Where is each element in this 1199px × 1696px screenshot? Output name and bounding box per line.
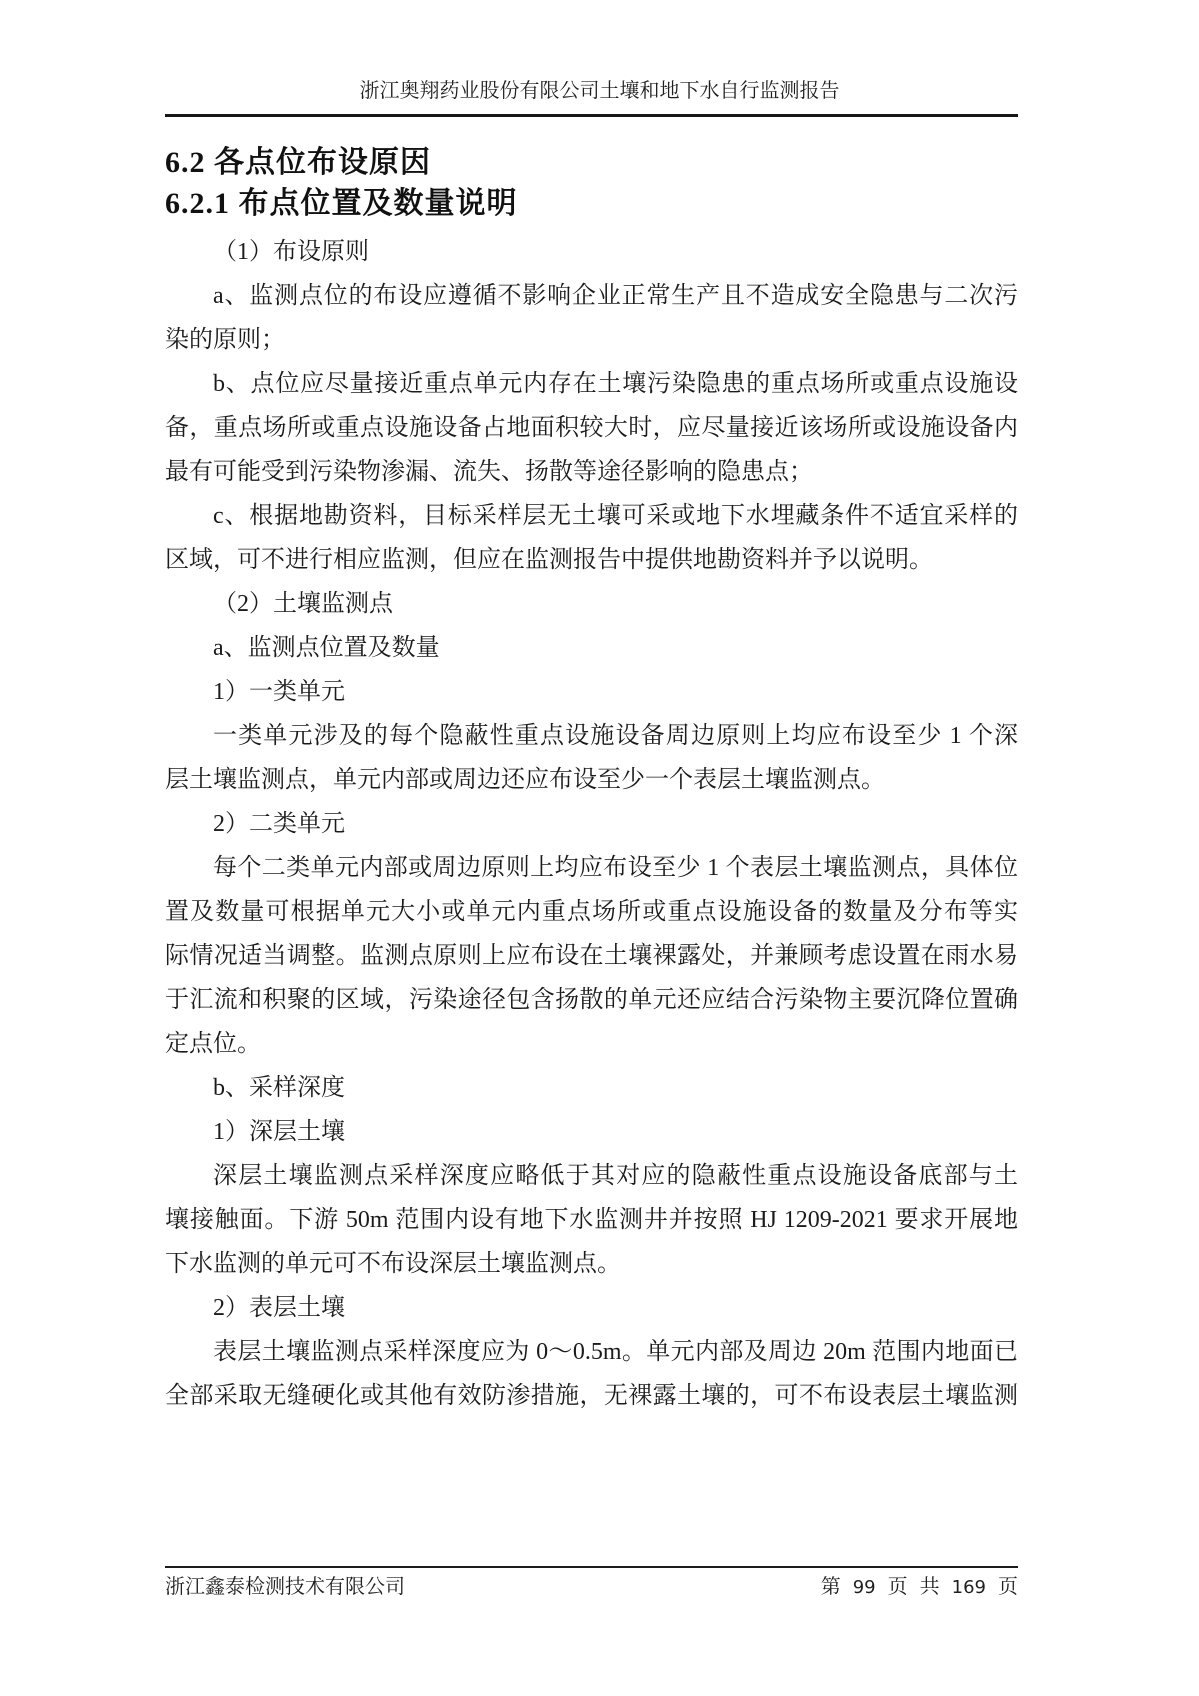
body-line: 壤接触面。下游 50m 范围内设有地下水监测井并按照 HJ 1209-2021 要求开展地	[165, 1207, 1018, 1233]
page-header-title: 浙江奥翔药业股份有限公司土壤和地下水自行监测报告	[359, 80, 840, 102]
body-line: a、监测点位的布设应遵循不影响企业正常生产且不造成安全隐患与二次污	[213, 283, 1018, 309]
subsection-heading: 6.2.1 布点位置及数量说明	[165, 187, 518, 220]
page-number-unit-2: 页	[998, 1576, 1018, 1598]
page-number	[821, 1572, 1018, 1603]
page-number-unit: 页	[887, 1576, 908, 1598]
body-line: 1）深层土壤	[213, 1119, 345, 1145]
body-line: 表层土壤监测点采样深度应为 0～0.5m。单元内部及周边 20m 范围内地面已	[213, 1339, 1018, 1365]
footer-divider-line	[165, 1566, 1018, 1568]
body-line: c、根据地勘资料，目标采样层无土壤可采或地下水埋藏条件不适宜采样的	[213, 503, 1018, 529]
page-number-of: 共	[919, 1576, 940, 1598]
body-line: （1）布设原则	[213, 239, 369, 265]
body-line: 每个二类单元内部或周边原则上均应布设至少 1 个表层土壤监测点，具体位	[213, 855, 1018, 881]
page-footer	[165, 1572, 1018, 1603]
body-line: 区域，可不进行相应监测，但应在监测报告中提供地勘资料并予以说明。	[165, 547, 933, 573]
body-line: 于汇流和积聚的区域，污染途径包含扬散的单元还应结合污染物主要沉降位置确	[165, 987, 1018, 1013]
body-line: 最有可能受到污染物渗漏、流失、扬散等途径影响的隐患点；	[165, 459, 813, 485]
body-line: b、采样深度	[213, 1075, 345, 1101]
document-body	[165, 230, 1018, 1418]
page-number-current: 99	[852, 1577, 876, 1598]
body-line: 下水监测的单元可不布设深层土壤监测点。	[165, 1251, 621, 1277]
header-divider-line	[165, 114, 1018, 117]
body-line: 置及数量可根据单元大小或单元内重点场所或重点设施设备的数量及分布等实	[165, 899, 1018, 925]
body-line: 一类单元涉及的每个隐蔽性重点设施设备周边原则上均应布设至少 1 个深	[213, 723, 1018, 749]
body-line: 定点位。	[165, 1031, 261, 1057]
body-line: 层土壤监测点，单元内部或周边还应布设至少一个表层土壤监测点。	[165, 767, 885, 793]
body-line: 1）一类单元	[213, 679, 345, 705]
body-line: a、监测点位置及数量	[213, 635, 440, 661]
body-line: （2）土壤监测点	[213, 591, 393, 617]
page-number-prefix: 第	[820, 1576, 841, 1598]
body-line: 染的原则；	[165, 327, 285, 353]
section-heading: 6.2 各点位布设原因	[165, 146, 431, 179]
body-line: 际情况适当调整。监测点原则上应布设在土壤裸露处，并兼顾考虑设置在雨水易	[165, 943, 1018, 969]
body-line: b、点位应尽量接近重点单元内存在土壤污染隐患的重点场所或重点设施设	[213, 371, 1018, 397]
body-line: 2）表层土壤	[213, 1295, 345, 1321]
page-number-total: 169	[951, 1577, 986, 1598]
body-line: 2）二类单元	[213, 811, 345, 837]
footer-company: 浙江鑫泰检测技术有限公司	[165, 1576, 405, 1598]
body-line: 备，重点场所或重点设施设备占地面积较大时，应尽量接近该场所或设施设备内	[165, 415, 1018, 441]
body-line: 深层土壤监测点采样深度应略低于其对应的隐蔽性重点设施设备底部与土	[213, 1163, 1018, 1189]
body-line: 全部采取无缝硬化或其他有效防渗措施，无裸露土壤的，可不布设表层土壤监测	[165, 1383, 1018, 1409]
section-headings	[165, 142, 1018, 224]
